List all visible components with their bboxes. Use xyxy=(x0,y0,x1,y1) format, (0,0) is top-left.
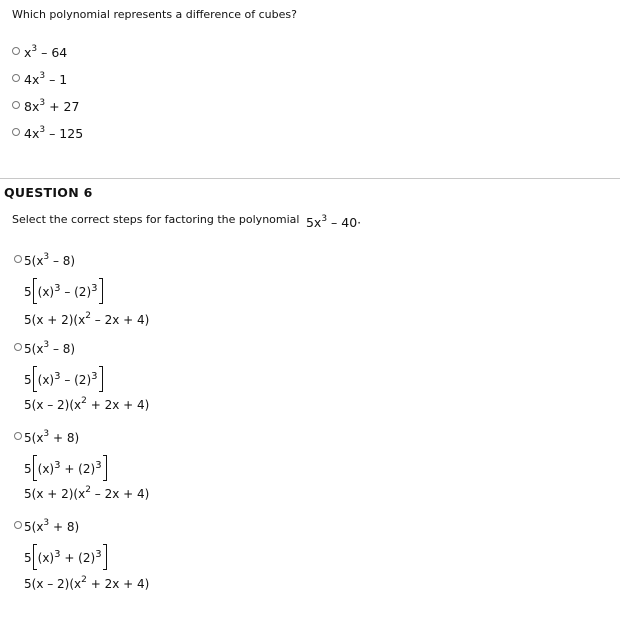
q5-option-2-radio[interactable] xyxy=(12,74,20,82)
q5-prompt: Which polynomial represents a difference of cubes? xyxy=(12,8,297,21)
q5-option-2-label[interactable]: $4x^3 - 1$ xyxy=(24,71,68,87)
q5-option-4-radio[interactable] xyxy=(12,128,20,136)
q6-option-1-step3[interactable]: $5(x + 2)(x^2 - 2x + 4)$ xyxy=(24,311,150,327)
q6-option-3-step1[interactable]: $5(x^3 + 8)$ xyxy=(24,429,80,445)
q6-heading: QUESTION 6 xyxy=(4,185,93,200)
q6-option-3-step3[interactable]: $5(x + 2)(x^2 - 2x + 4)$ xyxy=(24,485,150,501)
q5-option-3-radio[interactable] xyxy=(12,101,20,109)
q6-option-1-step1[interactable]: $5(x^3 - 8)$ xyxy=(24,252,76,268)
q6-option-4-step1[interactable]: $5(x^3 + 8)$ xyxy=(24,518,80,534)
section-divider xyxy=(0,178,620,179)
q6-option-2-step3[interactable]: $5(x - 2)(x^2 + 2x + 4)$ xyxy=(24,396,150,412)
q6-option-1-radio[interactable] xyxy=(14,255,22,263)
q5-option-1-radio[interactable] xyxy=(12,47,20,55)
q6-option-2-radio[interactable] xyxy=(14,343,22,351)
q6-option-4-radio[interactable] xyxy=(14,521,22,529)
q5-option-3-label[interactable]: $8x^3 + 27$ xyxy=(24,98,80,114)
q5-option-1-label[interactable]: $x^3 - 64$ xyxy=(24,44,68,60)
q6-option-2-step1[interactable]: $5(x^3 - 8)$ xyxy=(24,340,76,356)
q6-option-4-step3[interactable]: $5(x - 2)(x^2 + 2x + 4)$ xyxy=(24,575,150,591)
q6-option-3-step2[interactable]: 5 $(x)^3 + (2)^3$ xyxy=(24,460,107,476)
q6-option-3-radio[interactable] xyxy=(14,432,22,440)
q5-option-4-label[interactable]: $4x^3 - 125$ xyxy=(24,125,84,141)
q6-prompt: Select the correct steps for factoring the polynomial $5x^3 - 40\cdot$ xyxy=(12,213,362,230)
q6-option-2-step2[interactable]: 5 $(x)^3 - (2)^3$ xyxy=(24,371,103,387)
q6-option-1-step2[interactable]: 5 $(x)^3 - (2)^3$ xyxy=(24,283,103,299)
q6-option-4-step2[interactable]: 5 $(x)^3 + (2)^3$ xyxy=(24,549,107,565)
